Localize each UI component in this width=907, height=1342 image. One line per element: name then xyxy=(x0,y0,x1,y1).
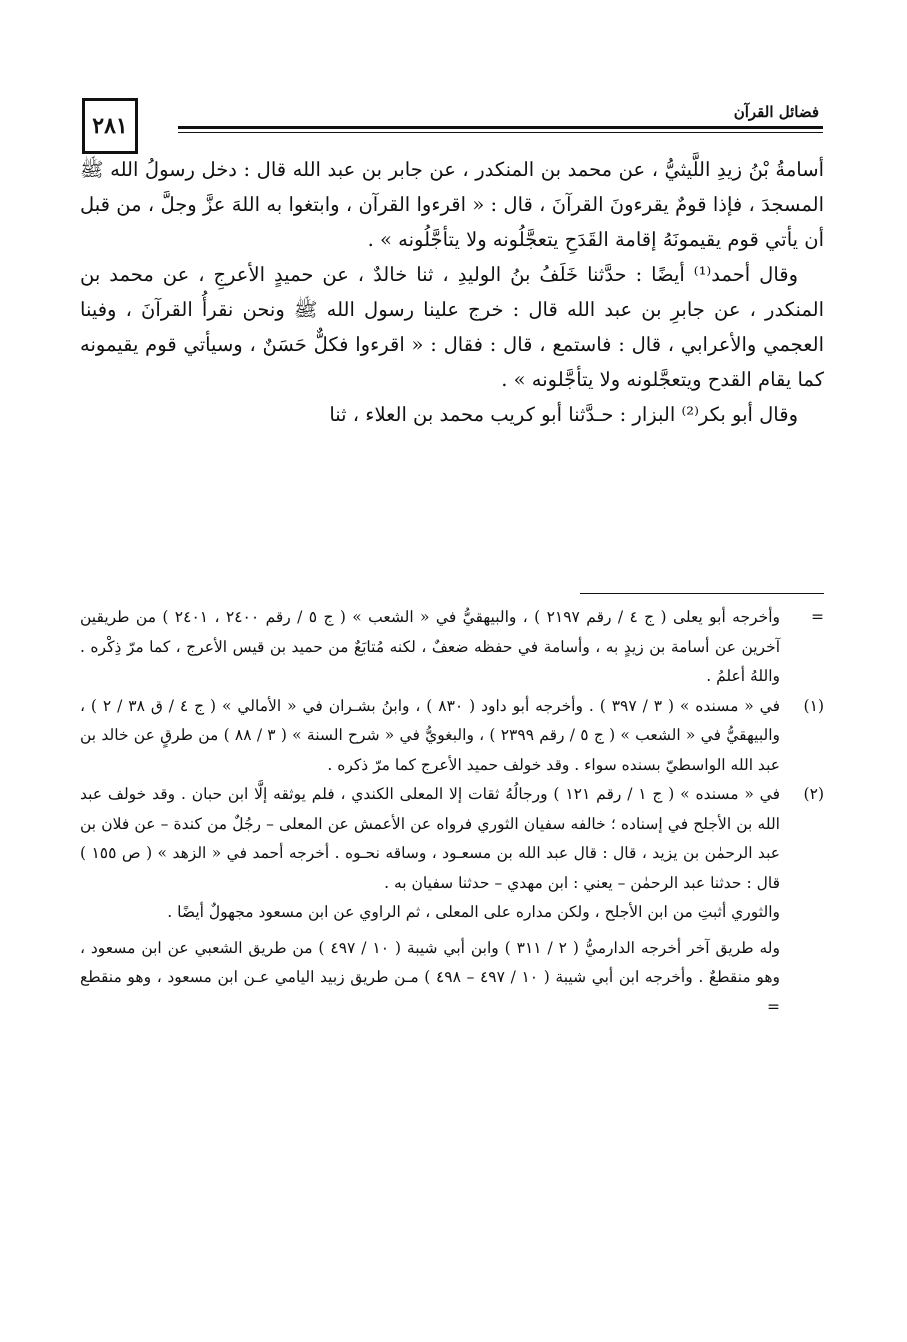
main-text xyxy=(80,152,824,432)
footnote-marker: (٢) xyxy=(803,785,824,803)
running-title: فضائل القرآن xyxy=(733,103,819,121)
main-paragraph-3: وقال أبو بكر⁽²⁾ البزار : حـدَّثنا أبو كريب محمد بن العلاء ، ثنا xyxy=(329,403,798,426)
header-rule-thin xyxy=(178,132,823,133)
page-number-text: ٢٨١ xyxy=(92,113,128,139)
main-paragraph-2: وقال أحمد⁽¹⁾ أيضًا : حدَّثنا خَلَفُ بنُ الوليدِ ، ثنا خالدٌ ، عن حميدٍ الأعرجِ ، عن محمد بن المنكدر ، عن جابرِ بن عبد الله قال : خرج علينا رسول الله ﷺ ونحن نقرأُ القرآنَ ، وفينا العجمي والأعرابي ، قال : فاستمع ، قال : فقال : « اقرءوا فكلٌّ حَسَنٌ ، وسيأتي قوم يقيمونه كما يقام القدح ويتعجَّلونه ولا يتأجَّلونه » . xyxy=(80,263,824,391)
footnote-separator xyxy=(580,593,824,594)
footnote-marker: = xyxy=(811,608,824,626)
footnote-text: في « مسنده » ( ج ١ / رقم ١٢١ ) ورجالُهُ ثقات إلا المعلى الكندي ، فلم يوثقه إلَّا ابن حبان . وقد خولف عبد الله بن الأجلح في إسناده ؛ خالفه سفيان الثوري فرواه عن الأعمش عن المعلى – رجُلٌ من كندة – عن فلان بن عبد الرحمٰن بن يزيد ، قال : قال عبد الله بن مسعـود ، وساقه نحـوه . أخرجه أحمد في « الزهد » ( ص ١٥٥ ) قال : حدثنا عبد الرحمٰن – يعني : ابن مهدي – حدثنا سفيان به . xyxy=(80,785,780,892)
footnote-text: في « مسنده » ( ٣ / ٣٩٧ ) . وأخرجه أبو داود ( ٨٣٠ ) ، وابنُ بشـران في « الأمالي » ( ج ٤ / ق ٣٨ / ٢ ) ، والبيهقيُّ في « الشعب » ( ج ٥ / رقم ٢٣٩٩ ) ، والبغويُّ في « شرح السنة » ( ٣ / ٨٨ ) من طرقٍ عن خالد بن عبد الله الواسطيّ بسنده سواء . وقد خولف حميد الأعرج كما مرّ ذكره . xyxy=(80,696,781,774)
footnote-text: وأخرجه أبو يعلى ( ج ٤ / رقم ٢١٩٧ ) ، والبيهقيُّ في « الشعب » ( ج ٥ / رقم ٢٤٠٠ ، ٢٤٠١ ) من طريقين آخرين عن أسامة بن زيدٍ به ، وأسامة في حفظه ضعفٌ ، لكنه مُتابَعٌ من حميد بن قيس الأعرج ، كما مرّ ذِكْره . واللهُ أعلمُ . xyxy=(80,608,780,685)
footnote-2-paragraph-3: وله طريق آخر أخرجه الدارميُّ ( ٢ / ٣١١ ) وابن أبي شيبة ( ١٠ / ٤٩٧ ) من طريق الشعبي عن ابن مسعود ، وهو منقطعٌ . وأخرجه ابن أبي شيبة ( ١٠ / ٤٩٧ – ٤٩٨ ) مـن طريق زبيد اليامي عـن ابن مسعود ، وهو منقطع = xyxy=(80,938,780,1016)
footnotes xyxy=(80,603,824,1022)
header-rule xyxy=(178,126,823,129)
main-paragraph-1: أسامةُ بْنُ زيدِ اللَّيثيُّ ، عن محمد بن المنكدر ، عن جابر بن عبد الله قال : دخل رسولُ الله ﷺ المسجدَ ، فإذا قومٌ يقرءونَ القرآنَ ، قال : « اقرءوا القرآن ، وابتغوا به اللهَ عزَّ وجلَّ ، من قبل أن يأتي قوم يقيمونَهُ إقامة القَدَحِ يتعجَّلُونه ولا يتأجَّلُونه » . xyxy=(80,158,824,251)
page-number xyxy=(82,98,138,154)
footnote-marker: (١) xyxy=(803,696,824,715)
footnote-2-paragraph-2: والثوري أثبتِ من ابن الأجلح ، ولكن مداره على المعلى ، ثم الراوي عن ابن مسعود مجهولٌ أيضًا . xyxy=(167,903,780,921)
footnote-1 xyxy=(80,692,824,781)
footnote-continuation xyxy=(80,603,824,692)
footnote-2 xyxy=(80,780,824,898)
